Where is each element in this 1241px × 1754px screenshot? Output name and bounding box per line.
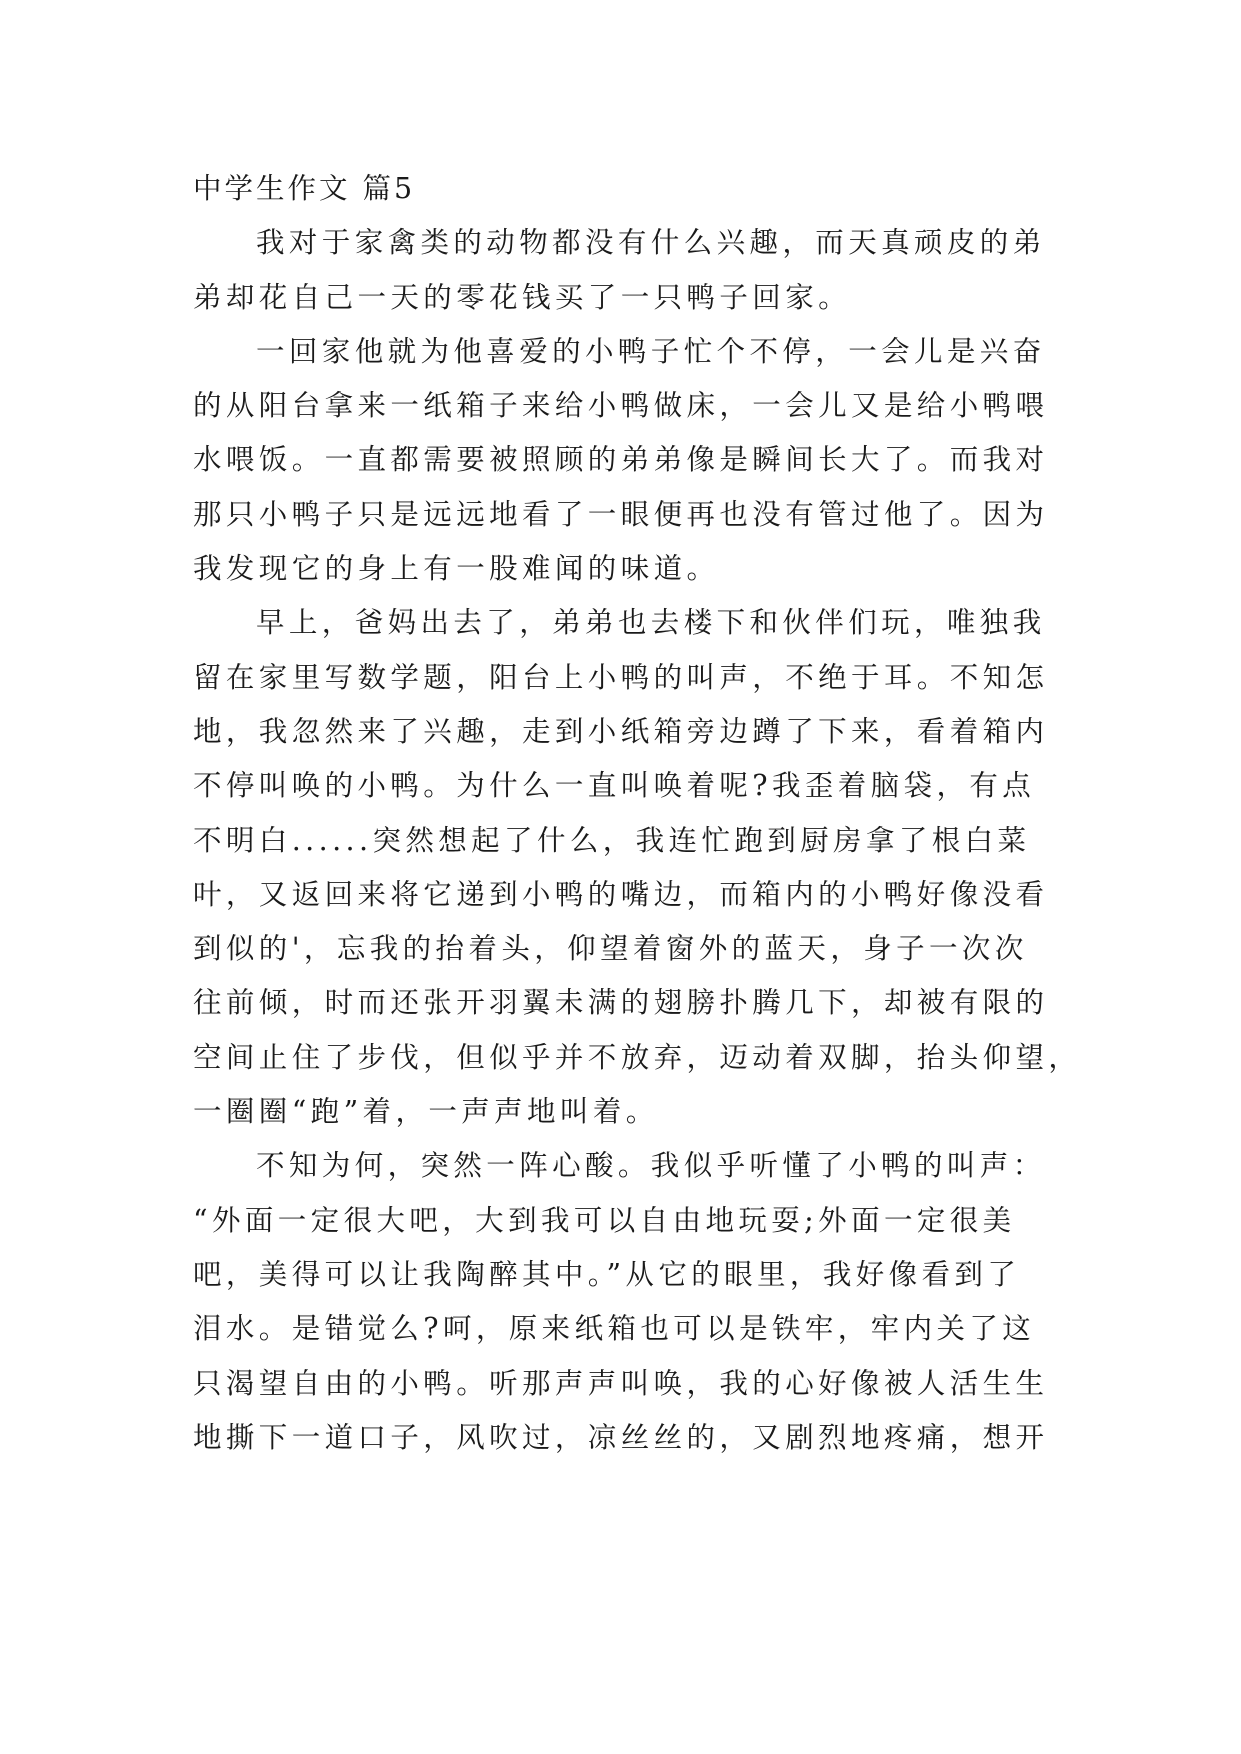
paragraph-3-line-4: 不停叫唤的小鸭。为什么一直叫唤着呢?我歪着脑袋，有点 bbox=[193, 769, 1036, 803]
essay-text bbox=[193, 162, 1082, 1465]
paragraph-3-line-1: 早上，爸妈出去了，弟弟也去楼下和伙伴们玩，唯独我 bbox=[256, 606, 1046, 640]
paragraph-3-line-5: 不明白......突然想起了什么，我连忙跑到厨房拿了根白菜 bbox=[193, 823, 1031, 857]
paragraph-3-line-8: 往前倾，时而还张开羽翼未满的翅膀扑腾几下，却被有限的 bbox=[193, 986, 1049, 1020]
paragraph-1-line-2: 弟却花自己一天的零花钱买了一只鸭子回家。 bbox=[193, 280, 852, 314]
paragraph-3-line-3: 地，我忽然来了兴趣，走到小纸箱旁边蹲了下来，看着箱内 bbox=[193, 714, 1049, 748]
paragraph-3-line-6: 叶，又返回来将它递到小鸭的嘴边，而箱内的小鸭好像没看 bbox=[193, 877, 1049, 911]
paragraph-2-line-1: 一回家他就为他喜爱的小鸭子忙个不停，一会儿是兴奋 bbox=[256, 334, 1046, 368]
paragraph-4-line-5: 只渴望自由的小鸭。听那声声叫唤，我的心好像被人活生生 bbox=[193, 1366, 1049, 1400]
paragraph-3-line-9: 空间止住了步伐，但似乎并不放弃，迈动着双脚，抬头仰望， bbox=[193, 1040, 1082, 1074]
essay-title: 中学生作文 篇5 bbox=[193, 172, 416, 205]
paragraph-4-line-3: 吧，美得可以让我陶醉其中。”从它的眼里，我好像看到了 bbox=[193, 1257, 1021, 1291]
paragraph-2-line-5: 我发现它的身上有一股难闻的味道。 bbox=[193, 552, 720, 586]
paragraph-2-line-2: 的从阳台拿来一纸箱子来给小鸭做床，一会儿又是给小鸭喂 bbox=[193, 389, 1049, 423]
paragraph-4-line-6: 地撕下一道口子，风吹过，凉丝丝的，又剧烈地疼痛，想开 bbox=[193, 1420, 1049, 1454]
paragraph-3-line-7: 到似的'，忘我的抬着头，仰望着窗外的蓝天，身子一次次 bbox=[193, 932, 1028, 966]
paragraph-4-line-1: 不知为何，突然一阵心酸。我似乎听懂了小鸭的叫声： bbox=[256, 1149, 1046, 1183]
paragraph-4-line-2: “外面一定很大吧，大到我可以自由地玩耍;外面一定很美 bbox=[193, 1203, 1016, 1237]
paragraph-2-line-4: 那只小鸭子只是远远地看了一眼便再也没有管过他了。因为 bbox=[193, 497, 1049, 531]
paragraph-1-line-1: 我对于家禽类的动物都没有什么兴趣，而天真顽皮的弟 bbox=[256, 226, 1046, 260]
paragraph-2-line-3: 水喂饭。一直都需要被照顾的弟弟像是瞬间长大了。而我对 bbox=[193, 443, 1049, 477]
paragraph-3-line-2: 留在家里写数学题，阳台上小鸭的叫声，不绝于耳。不知怎 bbox=[193, 660, 1049, 694]
paragraph-3-line-10: 一圈圈“跑”着，一声声地叫着。 bbox=[193, 1095, 659, 1129]
paragraph-4-line-4: 泪水。是错觉么?呵，原来纸箱也可以是铁牢，牢内关了这 bbox=[193, 1312, 1036, 1346]
